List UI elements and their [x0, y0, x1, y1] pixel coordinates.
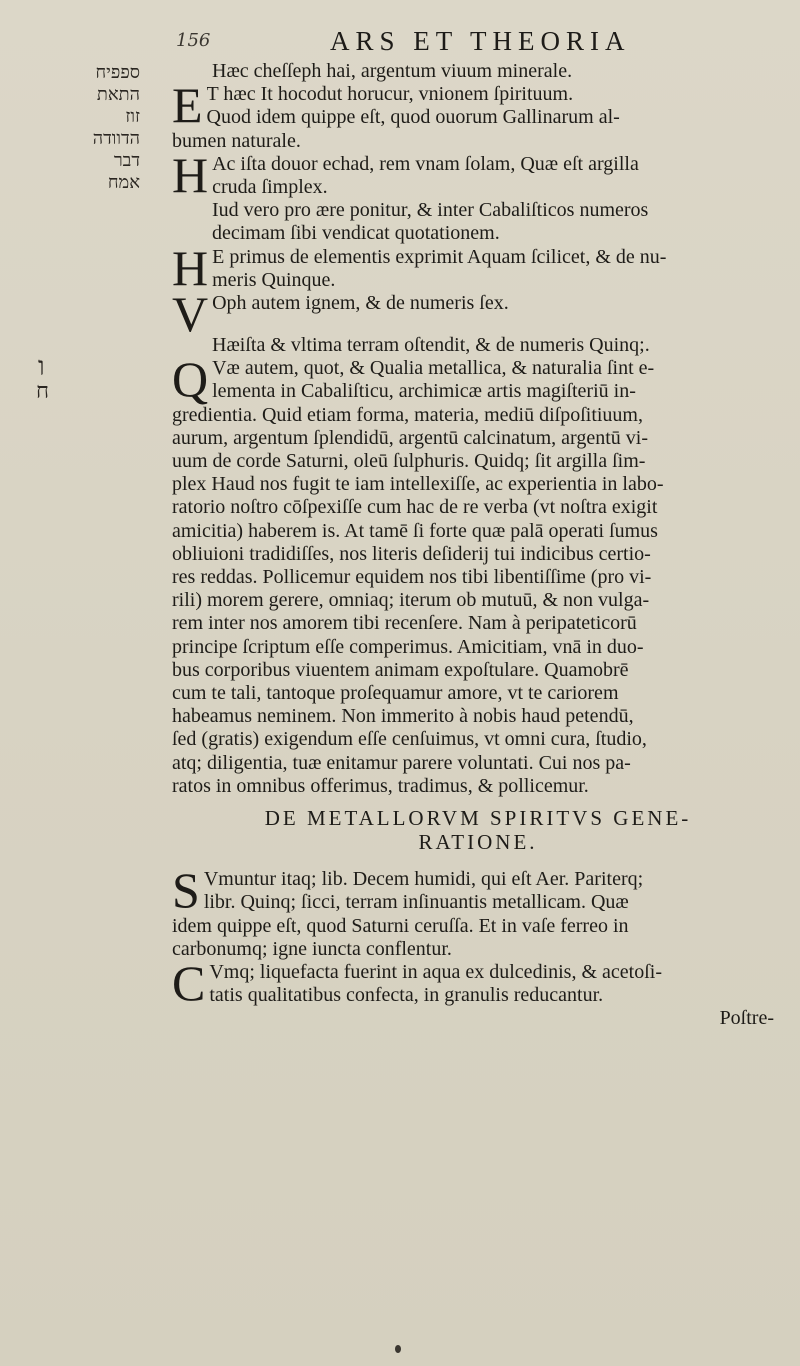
text-line: E primus de elementis exprimit Aquam ſcilicet, & de nu-: [212, 245, 667, 268]
text-line: ſed (gratis) exigendum eſſe cenſuimus, vt omni cura, ſtudio,: [172, 728, 647, 751]
ink-spot: [395, 1345, 401, 1353]
text-line: cruda ſimplex.: [212, 176, 328, 199]
text-line: plex Haud nos fugit te iam intellexiſſe, ac experientia in labo-: [172, 473, 664, 496]
paragraph: [172, 334, 784, 357]
text-line: Vmq; liquefacta fuerint in aqua ex dulcedinis, & acetoſi-: [209, 960, 662, 983]
text-line: Quod idem quippe eſt, quod ouorum Gallinarum al-: [206, 106, 620, 129]
text-line: Hæiſta & vltima terram oſtendit, & de numeris Quinq;.: [212, 334, 650, 357]
running-head: ARS ET THEORIA: [330, 26, 631, 56]
text-line: bumen naturale.: [172, 129, 301, 152]
text-line: T hæc It hocodut horucur, vnionem ſpirituum.: [206, 83, 574, 106]
paragraph: [172, 954, 784, 1011]
drop-cap: V: [172, 286, 209, 343]
paragraph: [172, 60, 784, 83]
drop-cap: C: [172, 954, 206, 1011]
margin-hebrew-term: אמח: [107, 172, 140, 193]
text-line: gredientia. Quid etiam forma, materia, mediū diſpoſitiuum,: [172, 403, 643, 426]
paragraph: [172, 239, 784, 296]
text-line: uum de corde Saturni, oleū ſulphuris. Quidq; ſit argilla ſim-: [172, 450, 646, 473]
paragraph: [172, 286, 784, 343]
text-line: Ac iſta douor echad, rem vnam ſolam, Quæ eſt argilla: [212, 152, 639, 175]
text-line: lementa in Cabaliſticu, archimicæ artis magiſteriū in-: [212, 380, 636, 403]
text-line: obliuioni tradidiſſes, nos literis deſiderij tui indicibus certio-: [172, 542, 651, 565]
text-line: Væ autem, quot, & Qualia metallica, & naturalia ſint e-: [212, 357, 655, 380]
catchword: Poſtre-: [719, 1007, 774, 1030]
text-line: libr. Quinq; ſicci, terram inſinuantis metallicam. Quæ: [203, 891, 629, 914]
margin-hebrew-glosses: [30, 62, 140, 194]
text-line: aurum, argentum ſplendidū, argentū calcinatum, argentū vi-: [172, 426, 648, 449]
text-line: Oph autem ignem, & de numeris ſex.: [212, 292, 509, 315]
drop-cap: S: [172, 862, 200, 919]
text-line: principe ſcriptum eſſe comperimus. Amicitiam, vnā in duo-: [172, 635, 644, 658]
section-heading: [172, 806, 784, 854]
margin-hebrew-term: זוז: [125, 106, 140, 127]
paragraph: [172, 146, 784, 203]
text-line: tatis qualitatibus confecta, in granulis reducantur.: [209, 984, 604, 1007]
text-line: meris Quinque.: [212, 268, 336, 291]
margin-hebrew-term: התאת: [96, 84, 140, 105]
text-line: amicitia) haberem is. At tamē ſi forte quæ palā operati ſumus: [172, 519, 658, 542]
text-line: ratorio noſtro cōſpexiſſe cum hac de re verba (vt noſtra exigit: [172, 496, 658, 519]
text-line: Hæc cheſſeph hai, argentum viuum minerale.: [212, 60, 573, 82]
page-number: 156: [176, 30, 211, 51]
text-line: cum te tali, tantoque proſequamur amore, vt te cariorem: [172, 682, 619, 705]
text-line: habeamus neminem. Non immerito à nobis haud petendū,: [172, 705, 634, 728]
margin-hebrew-term: הדוודה: [92, 128, 140, 149]
text-line: idem quippe eſt, quod Saturni ceruſſa. Et in vaſe ferreo in: [172, 914, 629, 937]
paragraph: [172, 862, 784, 961]
text-line: rem inter nos amorem tibi recenſere. Nam à peripateticorū: [172, 612, 637, 635]
margin-symbol: ו: [38, 352, 45, 382]
text-line: bus corporibus viuentem animam expoſtulare. Quamobrē: [172, 658, 629, 681]
drop-cap: Q: [172, 351, 209, 408]
text-line: carbonumq; igne iuncta conflentur.: [172, 937, 452, 960]
paragraph: [172, 199, 784, 245]
drop-cap: H: [172, 146, 209, 203]
margin-hebrew-term: ספפיח: [95, 62, 140, 83]
text-line: decimam ſibi vendicat quotationem.: [212, 222, 500, 245]
section-heading-line: RATIONE.: [418, 830, 538, 855]
text-line: Vmuntur itaq; lib. Decem humidi, qui eſt Aer. Pariterq;: [203, 868, 644, 891]
drop-cap: E: [172, 77, 203, 134]
paragraph: [172, 77, 784, 153]
text-line: ratos in omnibus offerimus, tradimus, & pollicemur.: [172, 774, 589, 797]
text-line: Iud vero pro ære ponitur, & inter Cabaliſticos numeros: [212, 199, 649, 222]
text-line: atq; diligentia, tuæ enitamur parere voluntati. Cui nos pa-: [172, 751, 631, 774]
main-text: [172, 60, 784, 1031]
paragraph: [172, 351, 784, 798]
margin-symbol: ח: [36, 379, 50, 404]
margin-hebrew-term: דבר: [113, 150, 140, 171]
text-line: rili) morem gerere, omniaq; iterum ob mutuū, & non vulga-: [172, 589, 650, 612]
section-heading-line: DE METALLORVM SPIRITVS GENE-: [264, 806, 692, 831]
text-line: res reddas. Pollicemur equidem nos tibi libentiſſime (pro vi-: [172, 566, 652, 589]
drop-cap: H: [172, 239, 209, 296]
